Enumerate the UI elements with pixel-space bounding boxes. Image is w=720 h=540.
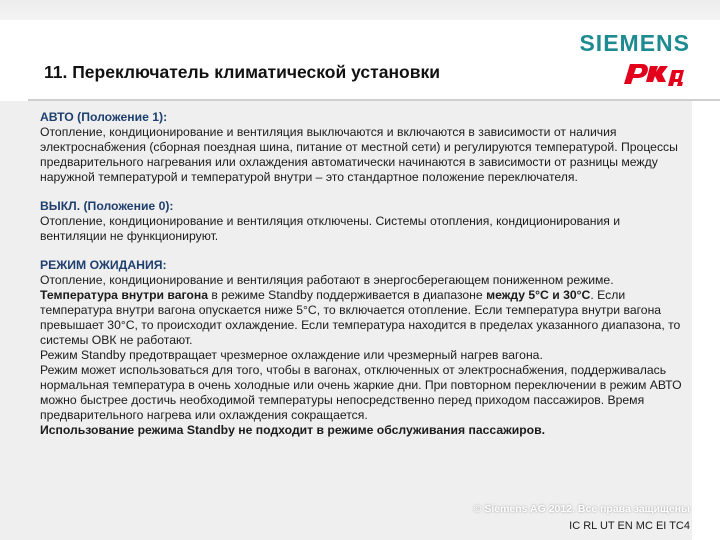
section-auto: [40, 110, 690, 185]
rzd-logo-icon: [620, 60, 686, 86]
section-note: Использование режима Standby не подходит в режиме обслуживания пассажиров.: [40, 423, 545, 437]
document-code: IC RL UT EN MC EI TC4: [569, 520, 690, 532]
section-heading: АВТО (Положение 1):: [40, 110, 168, 124]
text-run: . Если температура внутри вагона опускается ниже 5°С, то включается отопление. Если температура внутри вагона превышает 30°С, то происходит охлаждение. Если температура находится в пределах указанного диапазона, то системы ОВК не работают.: [40, 288, 681, 347]
siemens-logo: SIEMENS: [579, 30, 690, 56]
section-text: Режим Standby предотвращает чрезмерное охлаждение или чрезмерный нагрев вагона.: [40, 348, 543, 362]
section-heading: РЕЖИМ ОЖИДАНИЯ:: [40, 258, 167, 272]
section-text: Отопление, кондиционирование и вентиляция отключены. Системы отопления, кондиционирования и вентиляции не функционируют.: [40, 214, 621, 243]
text-run: Отопление, кондиционирование и вентиляция работают в энергосберегающем пониженном режиме.: [40, 273, 614, 287]
text-run: в режиме Standby поддерживается в диапазоне: [208, 288, 487, 302]
section-off: [40, 199, 690, 244]
body-text: [40, 110, 690, 452]
emphasis: Температура внутри вагона: [40, 288, 209, 302]
emphasis: между 5°С и 30°С: [486, 288, 591, 302]
section-text: [40, 273, 690, 348]
page-title: 11. Переключатель климатической установки: [44, 62, 440, 82]
section-text: Отопление, кондиционирование и вентиляция выключаются и включаются в зависимости от наличия электроснабжения (сборная поездная шина, питание от местной сети) и регулируются температурой. Процессы предварительного нагревания или охлаждения автоматически начинаются в зависимости от разницы между наружной температурой и температурой внутри – это стандартное положение переключателя.: [40, 125, 678, 184]
section-standby: [40, 258, 690, 438]
section-heading: ВЫКЛ. (Положение 0):: [40, 199, 174, 213]
copyright: © Siemens AG 2012. Все права защищены: [473, 503, 690, 515]
section-text: Режим может использоваться для того, чтобы в вагонах, отключенных от электроснабжения, поддерживалась нормальная температура в очень холодные или очень жаркие дни. При повторном переключении в режим АВТО можно быстрее достичь необходимой температуры непосредственно перед приходом пассажиров. Время предварительного нагрева или охлаждения сокращается.: [40, 363, 682, 422]
